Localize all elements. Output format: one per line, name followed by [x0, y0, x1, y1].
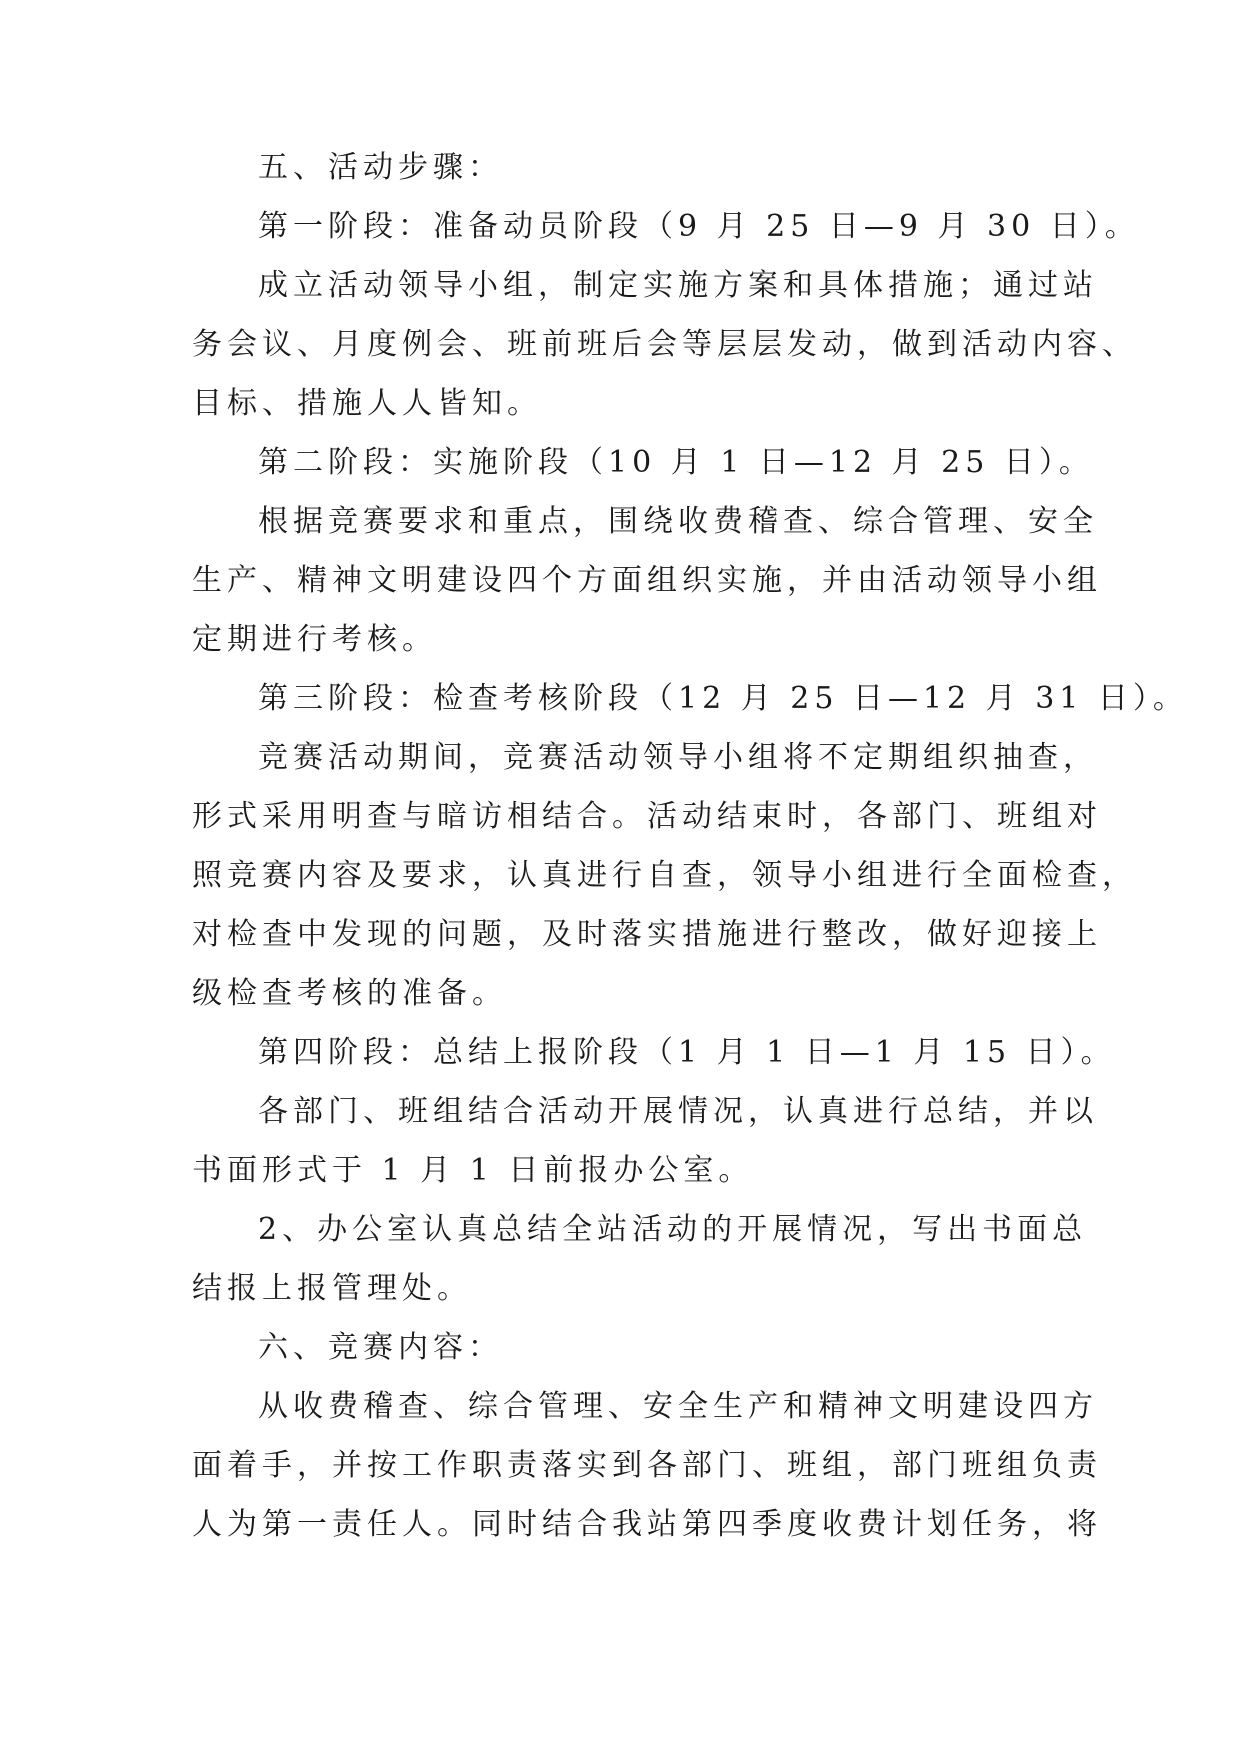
paragraph-line: 各部门、班组结合活动开展情况，认真进行总结，并以: [258, 1094, 1098, 1129]
paragraph-line: 根据竞赛要求和重点，围绕收费稽查、综合管理、安全: [258, 504, 1098, 539]
paragraph-line: 级检查考核的准备。: [192, 976, 507, 1011]
paragraph-line: 2、办公室认真总结全站活动的开展情况，写出书面总: [258, 1212, 1088, 1247]
stage-three-heading: 第三阶段：检查考核阶段（12 月 25 日—12 月 31 日）。: [258, 681, 1188, 716]
paragraph-line: 照竞赛内容及要求，认真进行自查，领导小组进行全面检查，: [192, 858, 1137, 893]
paragraph-line: 面着手，并按工作职责落实到各部门、班组，部门班组负责: [192, 1448, 1102, 1483]
paragraph-line: 目标、措施人人皆知。: [192, 386, 542, 421]
paragraph-line: 对检查中发现的问题，及时落实措施进行整改，做好迎接上: [192, 917, 1102, 952]
stage-four-heading: 第四阶段：总结上报阶段（1 月 1 日—1 月 15 日）。: [258, 1035, 1116, 1070]
paragraph-line: 定期进行考核。: [192, 622, 437, 657]
paragraph-line: 书面形式于 1 月 1 日前报办公室。: [192, 1153, 754, 1188]
section-heading-activity-steps: 五、活动步骤：: [258, 150, 503, 185]
paragraph-line: 务会议、月度例会、班前班后会等层层发动，做到活动内容、: [192, 327, 1137, 362]
stage-one-heading: 第一阶段：准备动员阶段（9 月 25 日—9 月 30 日）。: [258, 209, 1140, 244]
paragraph-line: 人为第一责任人。同时结合我站第四季度收费计划任务，将: [192, 1507, 1102, 1542]
paragraph-line: 竞赛活动期间，竞赛活动领导小组将不定期组织抽查，: [258, 740, 1098, 775]
section-heading-competition-content: 六、竞赛内容：: [258, 1330, 503, 1365]
paragraph-line: 生产、精神文明建设四个方面组织实施，并由活动领导小组: [192, 563, 1102, 598]
paragraph-line: 结报上报管理处。: [192, 1271, 472, 1306]
stage-two-heading: 第二阶段：实施阶段（10 月 1 日—12 月 25 日）。: [258, 445, 1094, 480]
paragraph-line: 形式采用明查与暗访相结合。活动结束时，各部门、班组对: [192, 799, 1102, 834]
paragraph-line: 从收费稽查、综合管理、安全生产和精神文明建设四方: [258, 1389, 1098, 1424]
paragraph-line: 成立活动领导小组，制定实施方案和具体措施；通过站: [258, 268, 1098, 303]
